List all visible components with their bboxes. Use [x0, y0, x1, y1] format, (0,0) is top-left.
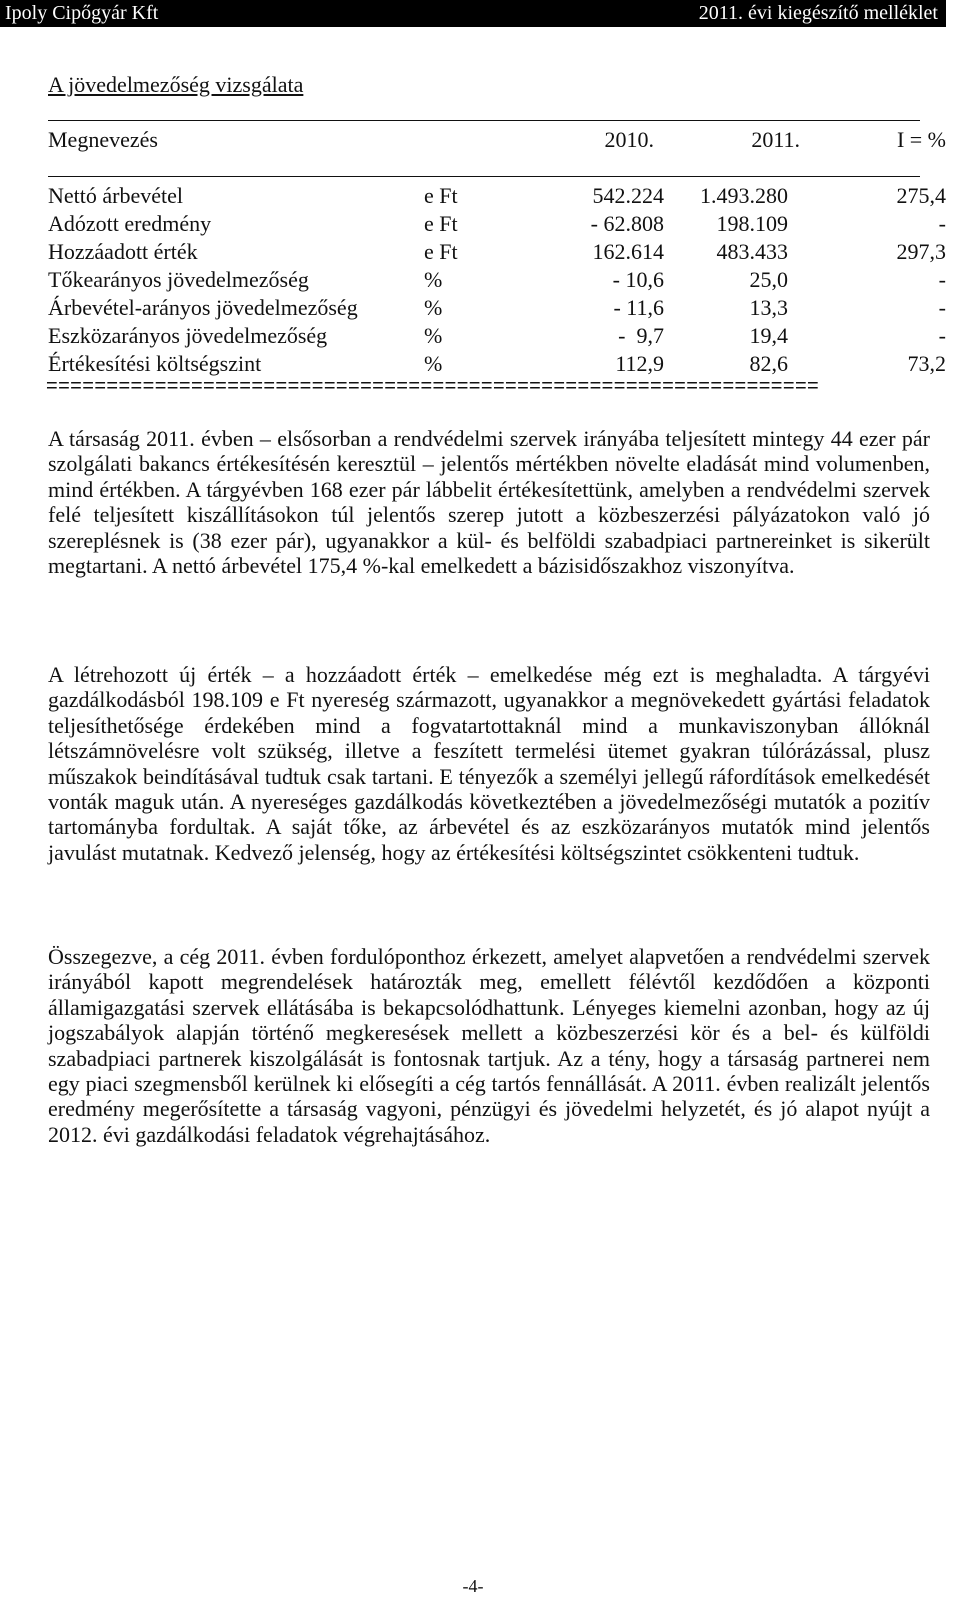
row-value-2011: 483.433 [716, 239, 788, 264]
column-header-index: I = % [896, 127, 946, 152]
table-row [48, 350, 946, 378]
column-header-2011: 2011. [751, 127, 800, 152]
row-value-2011: 198.109 [716, 211, 788, 236]
row-value-2010: - 9,7 [618, 323, 664, 348]
row-name: Értékesítési költségszint [48, 351, 262, 376]
table-row [48, 322, 946, 350]
page-number: -4- [462, 1576, 484, 1596]
column-header-name: Megnevezés [48, 127, 158, 152]
row-value-2011: 25,0 [749, 267, 788, 292]
row-value-2011: 13,3 [749, 295, 788, 320]
row-index: 73,2 [907, 351, 946, 376]
row-name: Tőkearányos jövedelmezőség [48, 267, 309, 292]
double-rule-separator: ================================================================ [46, 376, 820, 397]
table-row [48, 210, 946, 238]
column-header-2010: 2010. [604, 127, 654, 152]
row-unit: % [424, 323, 443, 348]
row-unit: % [424, 351, 443, 376]
row-index: 275,4 [896, 183, 946, 208]
row-unit: % [424, 295, 443, 320]
row-index: - [938, 295, 946, 320]
paragraph-summary: Összegezve, a cég 2011. évben fordulóponthoz érkezett, amelyet alapvetően a rendvédelmi szervek irányából kapott megrendelések határozták meg, emellett félévtől kezdődően a központi államigazgatási szervek ellátásába is bekapcsolódhattunk. Lényeges kiemelni azonban, hogy az új jogszabályok alapján történő megkeresések mellett a közbeszerzési kör és a bel- és külföldi szabadpiaci partnerek kiszolgálását is fontosnak tartjuk. Az a tény, hogy a társaság partnerei nem egy piaci szegmensből kerülnek ki elősegíti a cég tartós fennállását. A 2011. évben realizált jelentős eredmény megerősítette a társaság vagyoni, pénzügyi és jövedelmi helyzetét, és jó alapot nyújt a 2012. évi gazdálkodási feladatok végrehajtásához. [48, 944, 930, 1147]
table-row [48, 266, 946, 294]
table-row [48, 182, 946, 210]
page-header [0, 0, 946, 27]
paragraph-sales: A társaság 2011. évben – elsősorban a rendvédelmi szervek irányába teljesített mintegy 44 ezer pár szolgálati bakancs értékesítésén keresztül – jelentős mértékben növelte eladását mind volumenben, mind értékben. A tárgyévben 168 ezer pár lábbelit értékesítettünk, amelyben a rendvédelmi szervek felé teljesített kiszállításokon túl jelentős szerep jutott a közbeszerzési pályázatokon való jó szereplésnek is (38 ezer pár), ugyanakkor a kül- és belföldi szabadpiaci partnereinket is sikerült megtartani. A nettó árbevétel 175,4 %-kal emelkedett a bázisidőszakhoz viszonyítva. [48, 426, 930, 579]
row-index: 297,3 [896, 239, 946, 264]
table-header-rule [48, 176, 920, 177]
row-unit: e Ft [424, 239, 458, 264]
row-name: Árbevétel-arányos jövedelmezőség [48, 295, 358, 320]
row-name: Nettó árbevétel [48, 183, 183, 208]
row-value-2010: - 10,6 [612, 267, 664, 292]
row-value-2010: 112,9 [615, 351, 664, 376]
table-top-rule [48, 120, 920, 121]
row-value-2011: 1.493.280 [700, 183, 788, 208]
header-company-name: Ipoly Cipőgyár Kft [5, 2, 159, 24]
table-row [48, 294, 946, 322]
row-value-2010: - 11,6 [613, 295, 664, 320]
paragraph-value-added: A létrehozott új érték – a hozzáadott érték – emelkedése még ezt is meghaladta. A tárgyévi gazdálkodásból 198.109 e Ft nyereség származott, ugyanakkor a megnövekedett gyártási feladatok teljesíthetősége érdekében mind a fogvatartottaknál mind a munkaviszonyban állóknál létszámnövelésre volt szükség, illetve a feszített termelési ütemet gyakran túlórázással, plusz műszakok beindításával tudtuk csak tartani. E tényezők a személyi jellegű ráfordítások emelkedését vonták maguk után. A nyereséges gazdálkodás következtében a jövedelmezőségi mutatók a pozitív tartományba fordultak. A saját tőke, az árbevétel és az eszközarányos mutatók mind jelentős javulást mutatnak. Kedvező jelenség, hogy az értékesítési költségszintet csökkenteni tudtuk. [48, 662, 930, 865]
row-value-2011: 82,6 [749, 351, 788, 376]
row-unit: % [424, 267, 443, 292]
table-row [48, 238, 946, 266]
row-unit: e Ft [424, 211, 458, 236]
row-name: Hozzáadott érték [48, 239, 198, 264]
row-value-2010: - 62.808 [590, 211, 664, 236]
row-value-2010: 542.224 [592, 183, 664, 208]
row-unit: e Ft [424, 183, 458, 208]
row-value-2010: 162.614 [592, 239, 664, 264]
row-value-2011: 19,4 [749, 323, 788, 348]
header-document-title: 2011. évi kiegészítő melléklet [698, 2, 938, 24]
section-title: A jövedelmezőség vizsgálata [48, 72, 304, 97]
table-header-row [48, 126, 946, 154]
row-name: Eszközarányos jövedelmezőség [48, 323, 328, 348]
row-name: Adózott eredmény [48, 211, 212, 236]
row-index: - [938, 323, 946, 348]
row-index: - [938, 267, 946, 292]
row-index: - [938, 211, 946, 236]
